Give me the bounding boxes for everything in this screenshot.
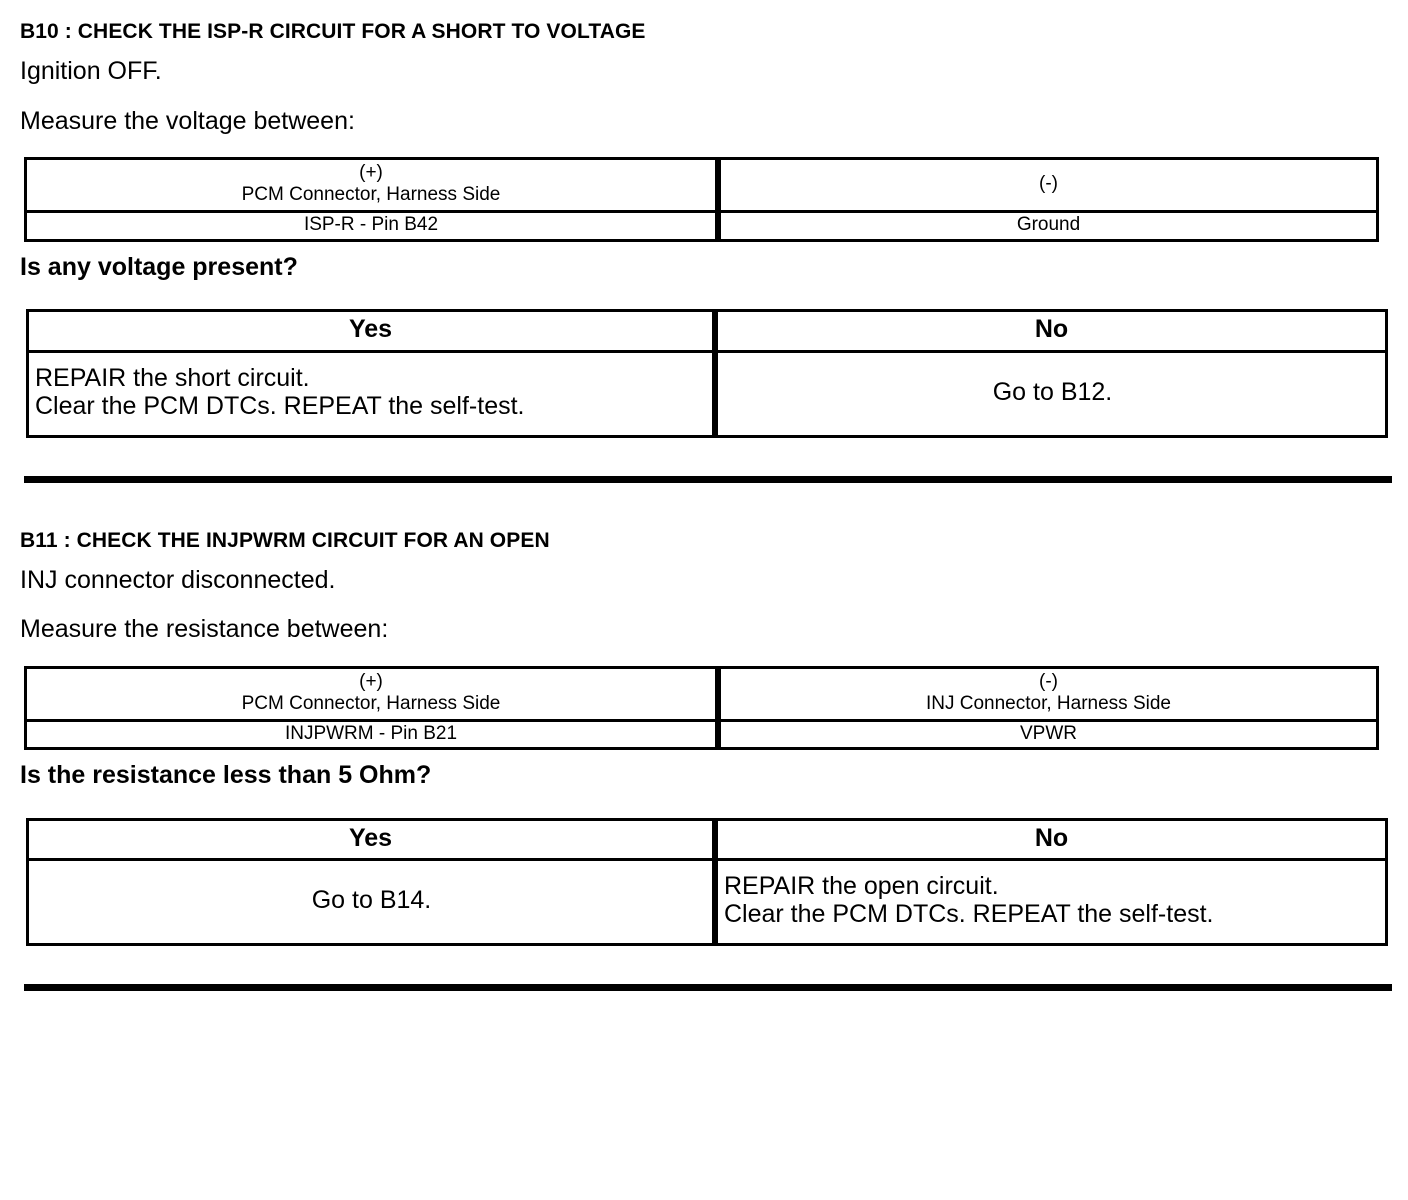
section-divider-2 [24,984,1392,991]
step-instruction-b11-2: Measure the resistance between: [20,615,389,644]
measurement-negative-header [718,666,1379,722]
section-spacer-1 [20,483,1388,523]
step-instruction-b10-1: Ignition OFF. [20,57,162,86]
answer-table-b11 [26,818,1388,947]
measurement-negative-value: VPWR [718,722,1379,751]
step-instruction-b10-2: Measure the voltage between: [20,106,355,135]
answer-yes-body [26,353,715,438]
answer-yes-line-1: Go to B14. [311,886,432,915]
measurement-table-b10 [24,157,1379,242]
step-instruction-b11-1: INJ connector disconnected. [20,565,336,594]
answer-no-body [715,861,1388,946]
step-question-b11: Is the resistance less than 5 Ohm? [20,761,432,790]
answer-no-body [715,353,1388,438]
positive-desc-label: PCM Connector, Harness Side [241,183,501,205]
measurement-table-b11 [24,666,1379,751]
measurement-positive-header [24,666,718,722]
answer-yes-line-2: Clear the PCM DTCs. REPEAT the self-test. [35,391,525,420]
measurement-negative-header [718,157,1379,213]
measurement-positive-value: ISP-R - Pin B42 [24,213,718,242]
answer-no-header: No [715,818,1388,862]
answer-body-row [26,861,1388,946]
answer-table-b10 [26,309,1388,438]
answer-header-row [26,818,1388,862]
step-section-b11 [20,529,1388,992]
step-title-b10: B10 : CHECK THE ISP-R CIRCUIT FOR A SHORT TO VOLTAGE [20,20,646,43]
measurement-positive-header [24,157,718,213]
negative-sign-label: (-) [1039,173,1058,195]
step-question-b10: Is any voltage present? [20,252,298,281]
measurement-positive-value: INJPWRM - Pin B21 [24,722,718,751]
answer-no-header: No [715,309,1388,353]
answer-no-line-2: Clear the PCM DTCs. REPEAT the self-test. [724,900,1214,929]
answer-yes-body [26,861,715,946]
measurement-value-row [24,213,1379,242]
step-title-b11: B11 : CHECK THE INJPWRM CIRCUIT FOR AN OPEN [20,528,550,552]
positive-desc-label: PCM Connector, Harness Side [241,692,501,714]
positive-sign-label: (+) [359,670,383,692]
measurement-header-row [24,157,1379,213]
measurement-negative-value: Ground [718,213,1379,242]
answer-yes-header: Yes [26,309,715,353]
answer-yes-line-1: REPAIR the short circuit. [35,363,310,392]
answer-no-line-1: REPAIR the open circuit. [724,872,999,901]
section-divider-1 [24,476,1392,483]
negative-desc-label: INJ Connector, Harness Side [925,692,1171,714]
positive-sign-label: (+) [359,162,383,184]
measurement-value-row [24,722,1379,751]
answer-header-row [26,309,1388,353]
answer-yes-header: Yes [26,818,715,862]
measurement-header-row [24,666,1379,722]
negative-sign-label: (-) [1039,670,1058,692]
answer-body-row [26,353,1388,438]
step-section-b10 [20,20,1388,483]
answer-no-line-1: Go to B12. [992,377,1113,406]
